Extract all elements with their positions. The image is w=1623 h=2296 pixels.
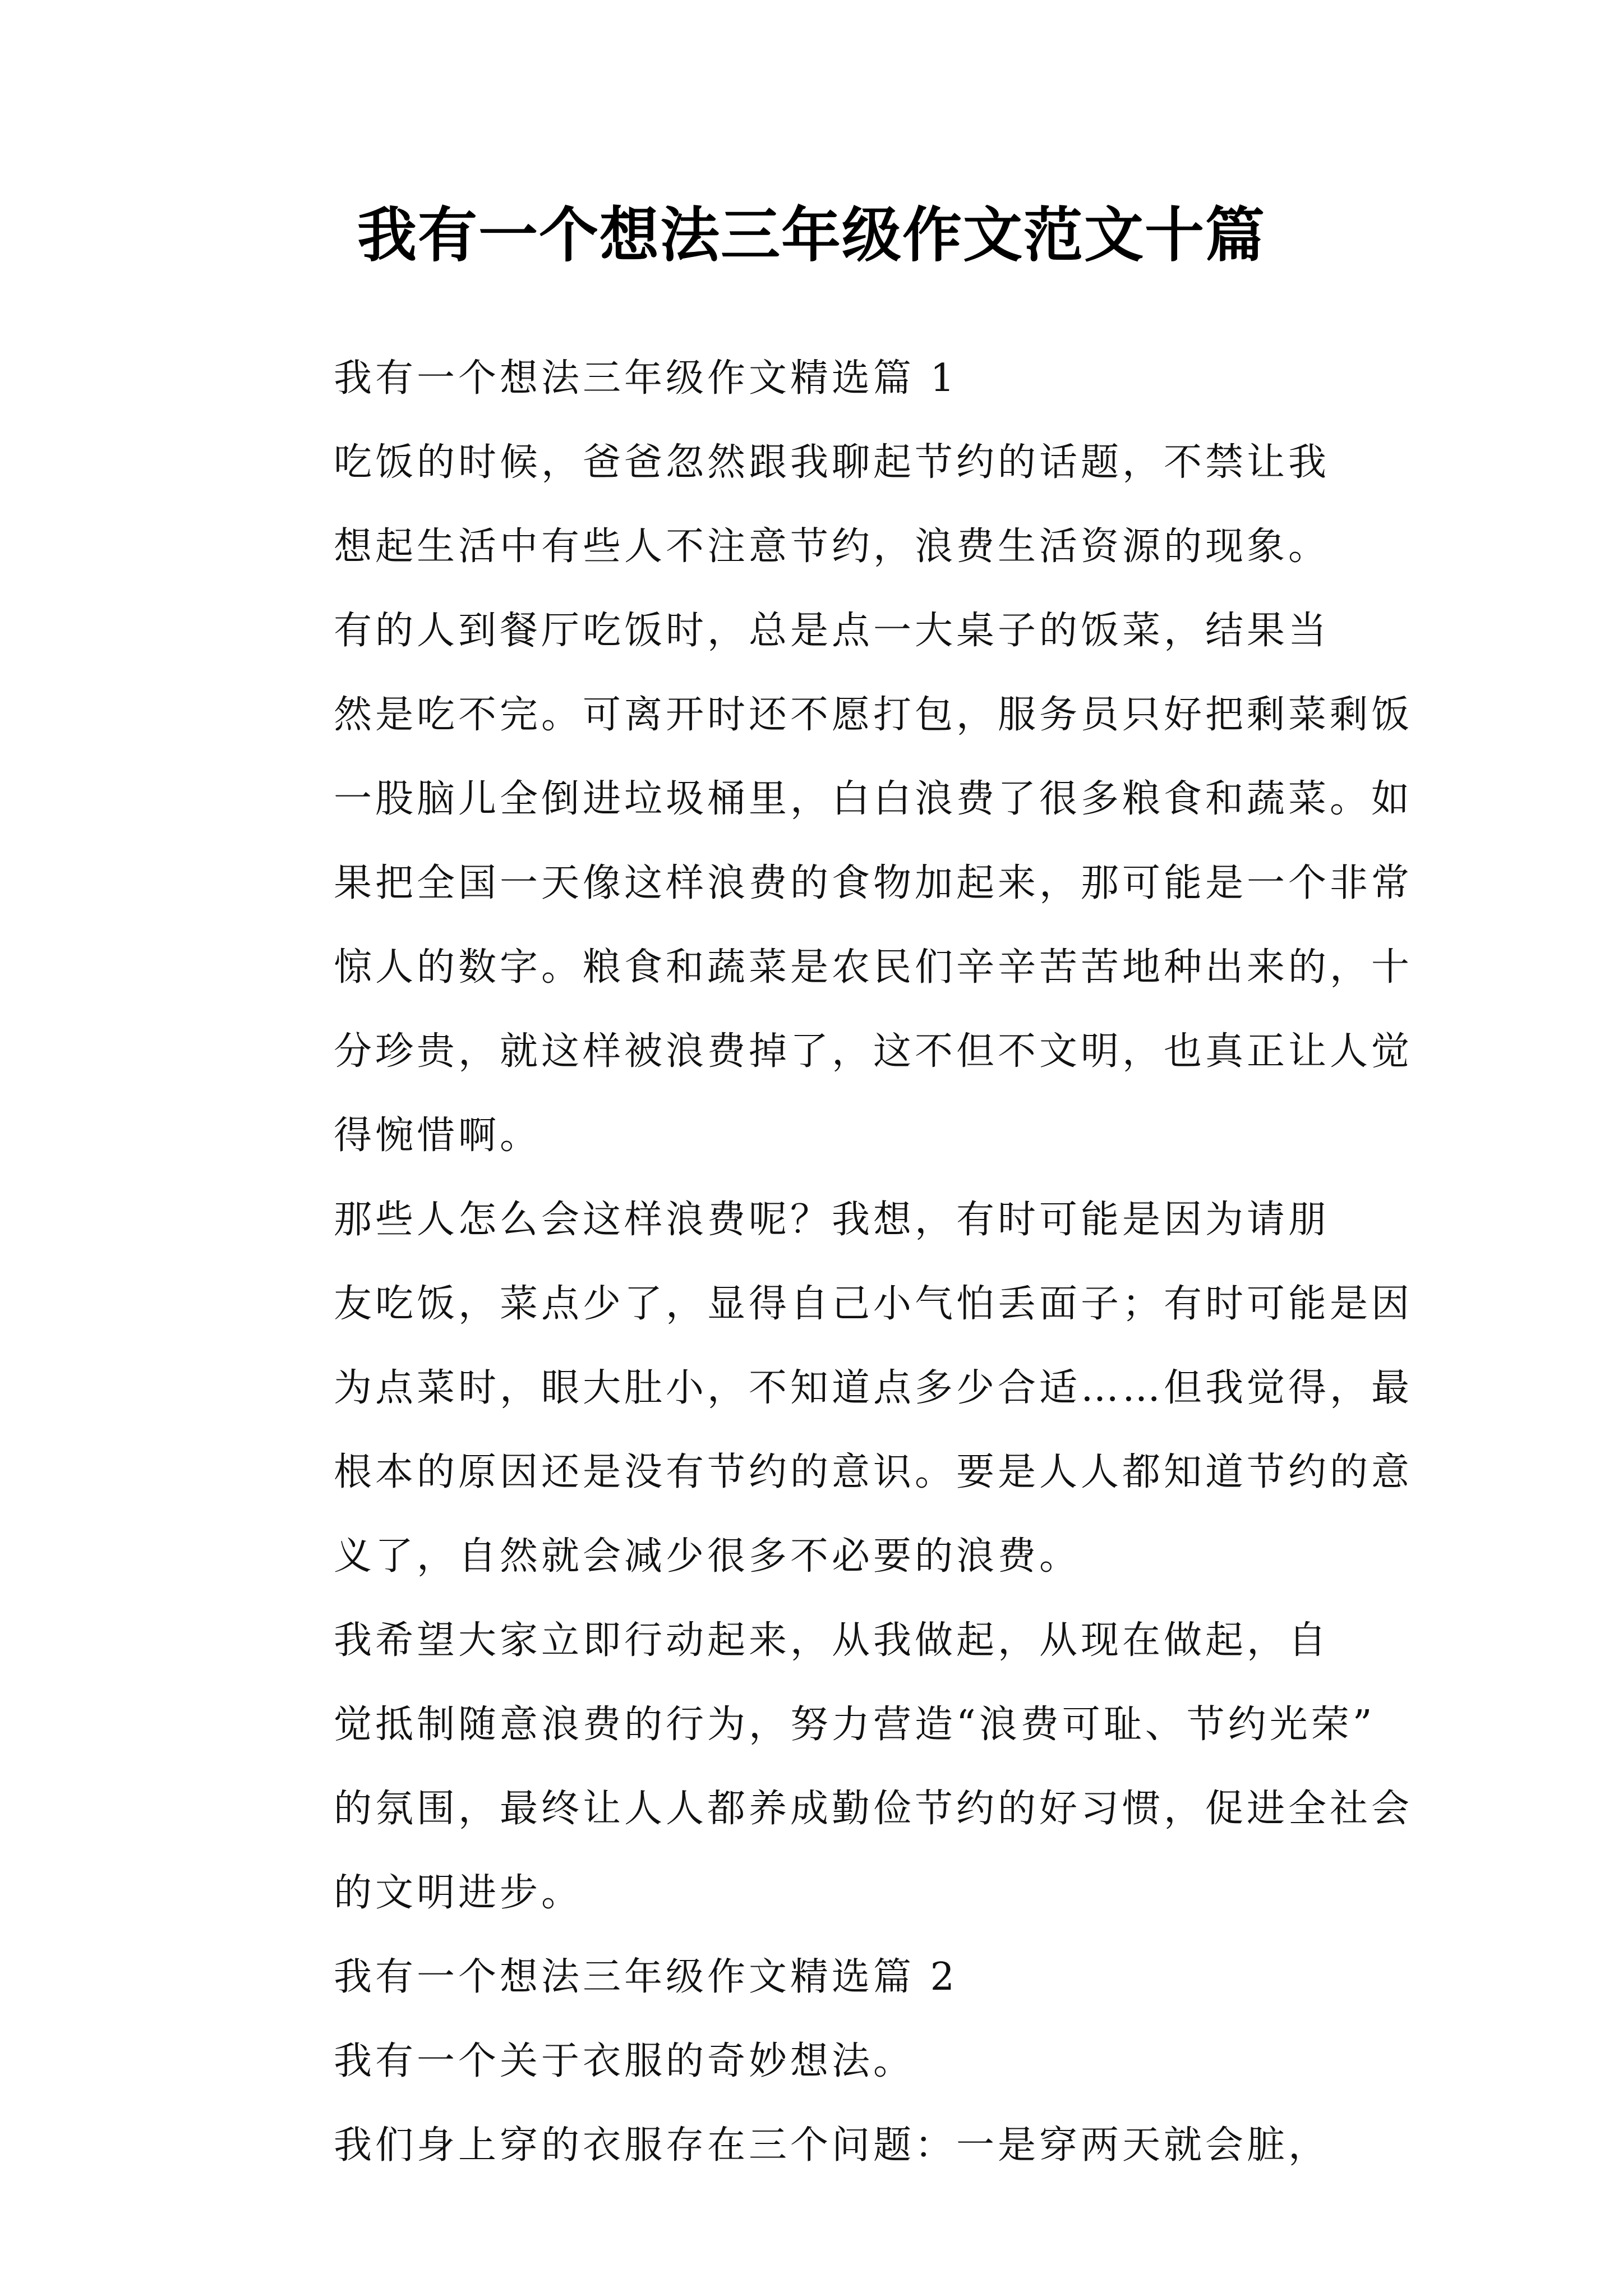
paragraph bbox=[250, 1178, 1413, 1599]
document-body bbox=[250, 337, 1413, 2188]
text-line: 吃饭的时候，爸爸忽然跟我聊起节约的话题，不禁让我 bbox=[334, 440, 1330, 485]
text-line: 我希望大家立即行动起来，从我做起，从现在做起，自 bbox=[334, 1618, 1330, 1663]
text-line: 惊人的数字。粮食和蔬菜是农民们辛辛苦苦地种出来的，十 bbox=[334, 945, 1413, 990]
text-line: 想起生活中有些人不注意节约，浪费生活资源的现象。 bbox=[334, 524, 1330, 569]
text-line: 得惋惜啊。 bbox=[334, 1114, 542, 1158]
text-line: 一股脑儿全倒进垃圾桶里，白白浪费了很多粮食和蔬菜。如 bbox=[334, 777, 1413, 821]
paragraph bbox=[250, 589, 1413, 1178]
text-line: 有的人到餐厅吃饭时，总是点一大桌子的饭菜，结果当 bbox=[334, 609, 1330, 653]
text-line: 根本的原因还是没有节约的意识。要是人人都知道节约的意 bbox=[334, 1450, 1413, 1494]
text-line: 那些人怎么会这样浪费呢？我想，有时可能是因为请朋 bbox=[334, 1198, 1330, 1242]
text-line: 我们身上穿的衣服存在三个问题：一是穿两天就会脏， bbox=[334, 2123, 1330, 2168]
paragraph bbox=[250, 2104, 1371, 2188]
text-line: 为点菜时，眼大肚小，不知道点多少合适……但我觉得，最 bbox=[334, 1366, 1413, 1410]
text-line: 友吃饭，菜点少了，显得自己小气怕丢面子；有时可能是因 bbox=[334, 1282, 1413, 1326]
paragraph bbox=[250, 1599, 1413, 1935]
text-line: 我有一个想法三年级作文精选篇 1 bbox=[334, 356, 958, 401]
text-line: 的文明进步。 bbox=[334, 1871, 583, 1915]
paragraph bbox=[250, 337, 1371, 421]
text-line: 的氛围，最终让人人都养成勤俭节约的好习惯，促进全社会 bbox=[334, 1787, 1413, 1831]
paragraph bbox=[250, 421, 1371, 589]
text-line: 觉抵制随意浪费的行为，努力营造“浪费可耻、节约光荣” bbox=[334, 1703, 1376, 1747]
text-line: 义了，自然就会减少很多不必要的浪费。 bbox=[334, 1534, 1081, 1579]
paragraph bbox=[250, 2019, 1371, 2104]
paragraph bbox=[250, 1935, 1371, 2019]
text-line: 果把全国一天像这样浪费的食物加起来，那可能是一个非常 bbox=[334, 861, 1413, 905]
text-line: 我有一个想法三年级作文精选篇 2 bbox=[334, 1955, 958, 1999]
text-line: 我有一个关于衣服的奇妙想法。 bbox=[334, 2039, 915, 2083]
text-line: 然是吃不完。可离开时还不愿打包，服务员只好把剩菜剩饭 bbox=[334, 693, 1413, 737]
text-line: 分珍贵，就这样被浪费掉了，这不但不文明，也真正让人觉 bbox=[334, 1029, 1413, 1074]
document-title: 我有一个想法三年级作文范文十篇 bbox=[357, 201, 1266, 270]
